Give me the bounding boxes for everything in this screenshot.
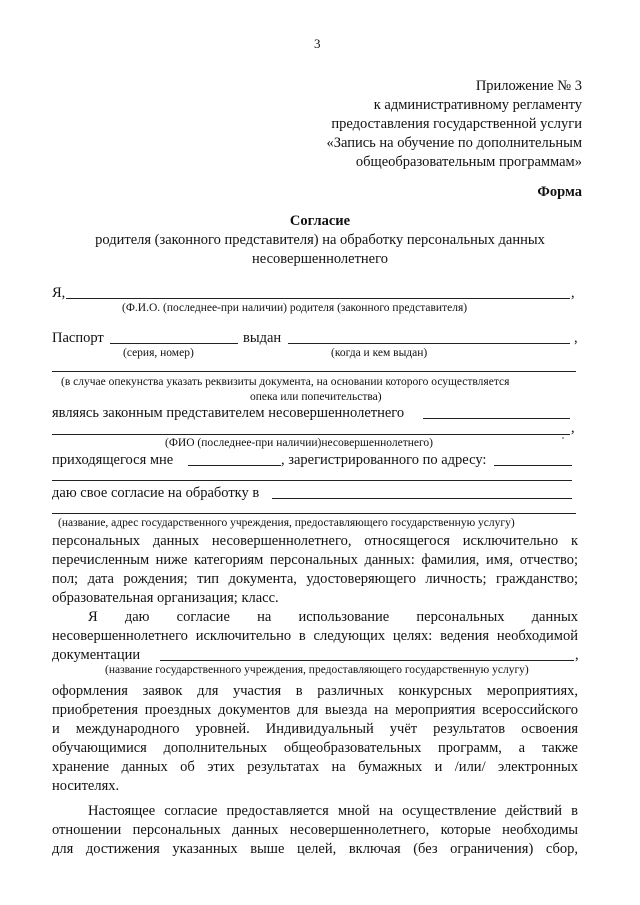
document-title: Согласие	[289, 213, 351, 229]
guardianship-hint-1: (в случае опекунства указать реквизиты документа, на основании которого осуществляется	[61, 376, 510, 388]
page-number: 3	[314, 36, 321, 51]
ya-comma: ,	[571, 285, 575, 301]
institution-hint: (название, адрес государственного учреждения, предоставляющего государственную услугу)	[58, 517, 515, 529]
documentation-hint: (название государственного учреждения, предоставляющего государственную услугу)	[105, 664, 529, 676]
minor-name-field[interactable]	[52, 434, 570, 435]
documentation-comma: ,	[575, 647, 579, 663]
title-line-3: несовершеннолетнего	[252, 251, 388, 267]
appendix-line-5: общеобразовательным программам»	[355, 154, 582, 170]
paragraph-line: перечисленным ниже категориям персональных данных: фамилия, имя, отчество;	[52, 552, 578, 568]
consent-text: даю свое согласие на обработку в	[52, 485, 260, 501]
issued-label: выдан	[243, 330, 282, 346]
appendix-line-1: Приложение № 3	[475, 78, 582, 94]
guardianship-document-field[interactable]	[52, 371, 576, 372]
scan-speck	[562, 437, 564, 439]
registered-text: , зарегистрированного по адресу:	[281, 452, 487, 468]
documentation-label: документации	[52, 647, 141, 663]
paragraph-line: несовершеннолетнего исключительно в следующих целях: ведения необходимой	[52, 628, 578, 644]
paragraph-line: приобретения проездных документов для выезда на мероприятия всероссийского	[52, 702, 578, 718]
paragraph-line: носителях.	[52, 778, 120, 794]
paragraph-line: персональных данных несовершеннолетнего, относящегося исключительно к	[52, 533, 578, 549]
minor-name-field-start[interactable]	[423, 418, 570, 419]
paragraph-line: образовательная организация; класс.	[52, 590, 279, 606]
passport-comma: ,	[574, 330, 578, 346]
issued-hint: (когда и кем выдан)	[331, 347, 428, 359]
minor-fio-hint: (ФИО (последнее-при наличии)несовершеннолетнего)	[165, 437, 433, 449]
paragraph-line: обучающимися дополнительных общеобразовательных программ, а также	[52, 740, 578, 756]
paragraph-line: и международного уровней. Индивидуальный учёт результатов освоения	[52, 721, 578, 737]
paragraph-line: пол; дата рождения; тип документа, удостоверяющего личность; гражданство;	[52, 571, 578, 587]
appendix-line-4: «Запись на обучение по дополнительным	[326, 135, 582, 151]
ya-prefix: Я,	[52, 285, 66, 301]
institution-field[interactable]	[52, 513, 576, 514]
institution-field-start[interactable]	[272, 498, 572, 499]
title-line-2: родителя (законного представителя) на обработку персональных данных	[95, 232, 545, 248]
paragraph-line: Настоящее согласие предоставляется мной на осуществление действий в	[88, 803, 578, 819]
appendix-line-3: предоставления государственной услуги	[331, 116, 582, 132]
minor-comma: ,	[571, 420, 575, 436]
parent-name-field[interactable]	[66, 298, 570, 299]
form-label: Форма	[537, 184, 582, 200]
paragraph-line: для достижения указанных выше целей, включая (без ограничения) сбор,	[52, 841, 578, 857]
legal-rep-text: являясь законным представителем несовершеннолетнего	[52, 405, 405, 421]
guardianship-hint-2: опека или попечительства)	[250, 391, 382, 403]
address-field[interactable]	[52, 480, 572, 481]
series-hint: (серия, номер)	[123, 347, 194, 359]
paragraph-line: отношении персональных данных несовершеннолетнего, которые необходимы	[52, 822, 578, 838]
passport-number-field[interactable]	[110, 343, 238, 344]
documentation-field[interactable]	[160, 660, 574, 661]
appendix-line-2: к административному регламенту	[373, 97, 582, 113]
paragraph-line: хранение данных об этих результатах на бумажных и /или/ электронных	[52, 759, 578, 775]
paragraph-line: Я даю согласие на использование персональных данных	[88, 609, 578, 625]
passport-label: Паспорт	[52, 330, 104, 346]
fio-hint: (Ф.И.О. (последнее-при наличии) родителя (законного представителя)	[122, 302, 468, 314]
paragraph-line: оформления заявок для участия в различных конкурсных мероприятиях,	[52, 683, 578, 699]
relation-text: приходящегося мне	[52, 452, 174, 468]
address-field-start[interactable]	[494, 465, 572, 466]
passport-issued-field[interactable]	[288, 343, 570, 344]
relation-field[interactable]	[188, 465, 281, 466]
